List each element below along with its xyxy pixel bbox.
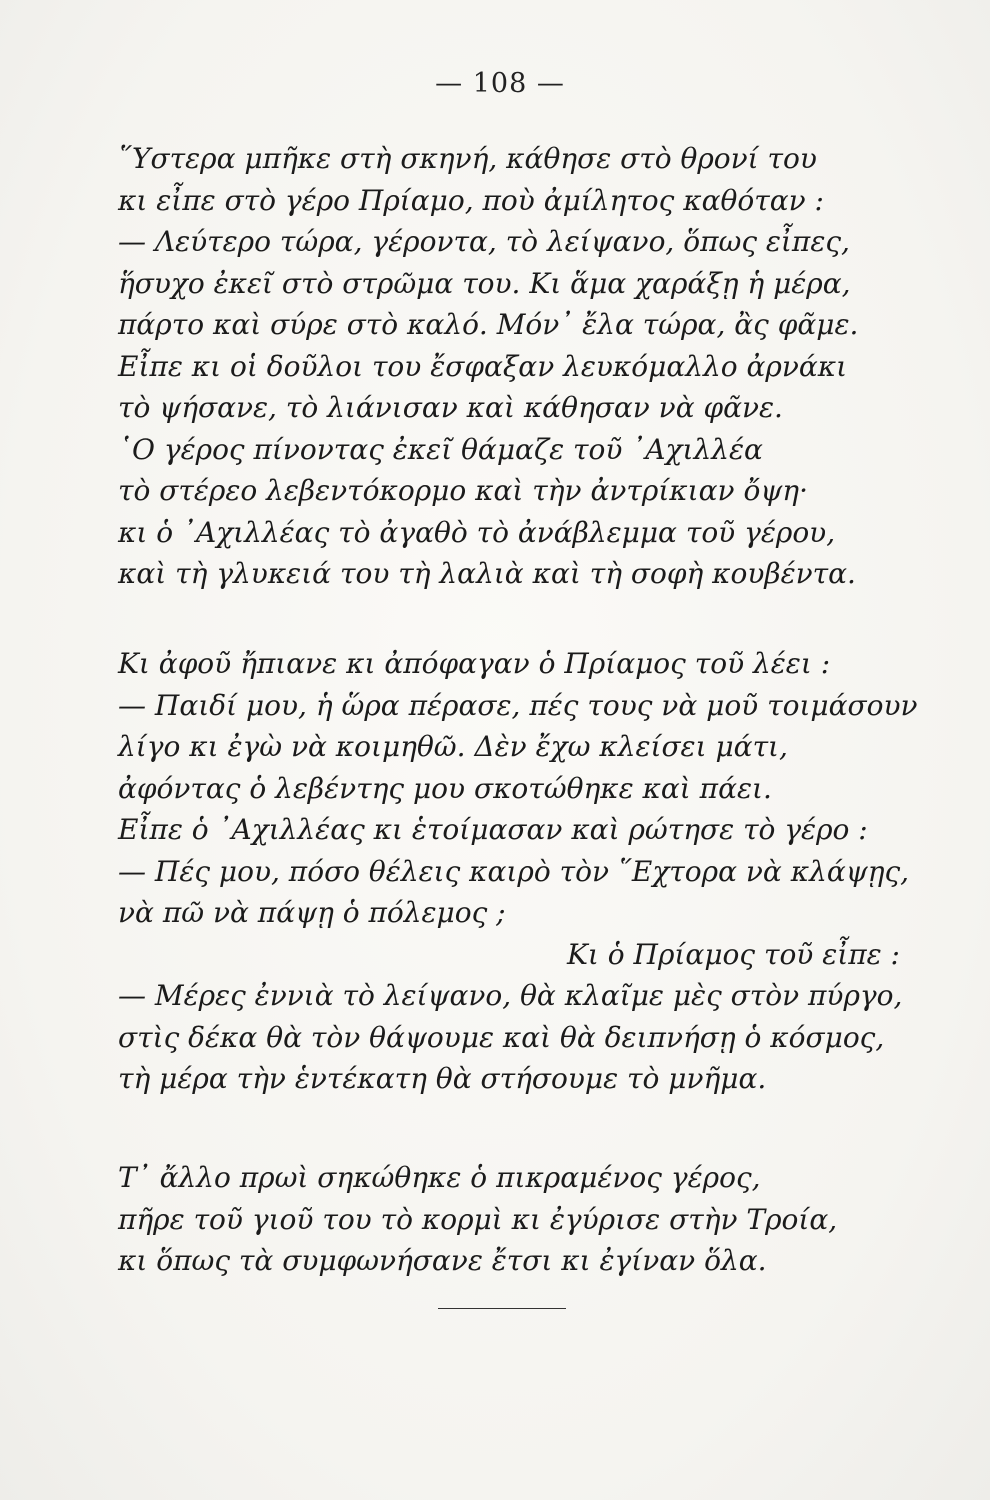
verse-line: πῆρε τοῦ γιοῦ του τὸ κορμὶ κι ἐγύρισε στὴν Τροία, xyxy=(118,1202,838,1236)
verse-line: λίγο κι ἐγὼ νὰ κοιμηθῶ. Δὲν ἔχω κλείσει μάτι, xyxy=(118,730,788,763)
verse-line: κι ὁ ᾽Αχιλλέας τὸ ἀγαθὸ τὸ ἀνάβλεμμα τοῦ γέρου, xyxy=(118,515,836,549)
verse-line: στὶς δέκα θὰ τὸν θάψουμε καὶ θὰ δειπνήσῃ ὁ κόσμος, xyxy=(118,1020,885,1054)
verse-line: Εἶπε κι οἱ δοῦλοι του ἔσφαξαν λευκόμαλλο ἀρνάκι xyxy=(118,349,848,383)
verse-line: τὸ ψήσανε, τὸ λιάνισαν καὶ κάθησαν νὰ φᾶνε. xyxy=(118,391,783,424)
verse-line-indented: Κι ὁ Πρίαμος τοῦ εἶπε : xyxy=(567,937,900,971)
verse-line: ῾Ο γέρος πίνοντας ἐκεῖ θάμαζε τοῦ ᾽Αχιλλέα xyxy=(118,432,763,466)
verse-line: κι εἶπε στὸ γέρο Πρίαμο, ποὺ ἀμίλητος καθόταν : xyxy=(118,183,824,217)
verse-line: Κι ἀφοῦ ἤπιανε κι ἀπόφαγαν ὁ Πρίαμος τοῦ λέει : xyxy=(118,647,831,680)
verse-line: — Παιδί μου, ἡ ὥρα πέρασε, πές τους νὰ μοῦ τοιμάσουν xyxy=(118,688,918,722)
verse-line: ἀφόντας ὁ λεβέντης μου σκοτώθηκε καὶ πάει. xyxy=(118,771,772,805)
verse-line: Εἶπε ὁ ᾽Αχιλλέας κι ἑτοίμασαν καὶ ρώτησε τὸ γέρο : xyxy=(118,813,868,846)
verse-line: ῞Υστερα μπῆκε στὴ σκηνή, κάθησε στὸ θρονί του xyxy=(118,142,817,175)
verse-line: — Πές μου, πόσο θέλεις καιρὸ τὸν ῞Εχτορα νὰ κλάψῃς, xyxy=(118,854,910,888)
paragraph-2 xyxy=(118,643,918,1100)
verse-line: τὴ μέρα τὴν ἑντέκατη θὰ στήσουμε τὸ μνῆμα. xyxy=(118,1062,767,1095)
verse-line: Τ᾽ ἄλλο πρωὶ σηκώθηκε ὁ πικραμένος γέρος, xyxy=(118,1161,761,1194)
verse-line: — Λεύτερο τώρα, γέροντα, τὸ λείψανο, ὅπως εἶπες, xyxy=(118,225,850,258)
verse-line: — Μέρες ἐννιὰ τὸ λείψανο, θὰ κλαῖμε μὲς στὸν πύργο, xyxy=(118,979,903,1012)
page-number: — 108 — xyxy=(435,68,565,99)
paragraph-3 xyxy=(118,1157,918,1282)
verse-line: νὰ πῶ νὰ πάψῃ ὁ πόλεμος ; xyxy=(118,896,506,929)
verse-line: τὸ στέρεο λεβεντόκορμο καὶ τὴν ἀντρίκιαν ὄψη· xyxy=(118,474,808,507)
verse-line: καὶ τὴ γλυκειά του τὴ λαλιὰ καὶ τὴ σοφὴ κουβέντα. xyxy=(118,557,856,590)
verse-line: ἥσυχο ἐκεῖ στὸ στρῶμα του. Κι ἅμα χαράξῃ ἡ μέρα, xyxy=(118,266,851,300)
paragraph-1 xyxy=(118,138,918,595)
verse-line: κι ὅπως τὰ συμφωνήσανε ἔτσι κι ἐγίναν ὅλα. xyxy=(118,1244,767,1277)
verse-line: πάρτο καὶ σύρε στὸ καλό. Μόν᾽ ἔλα τώρα, ἂς φᾶμε. xyxy=(118,308,859,341)
end-rule xyxy=(438,1308,566,1309)
